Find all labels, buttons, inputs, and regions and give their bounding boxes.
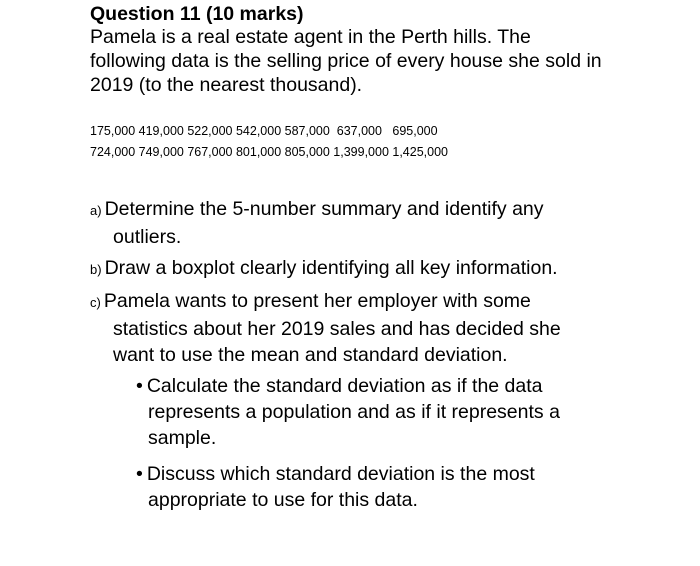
bullet-text: sample.	[148, 427, 217, 449]
part-c-text: statistics about her 2019 sales and has decided she	[113, 318, 561, 340]
question-intro	[90, 25, 690, 97]
price-data-row: 175,000 419,000 522,000 542,000 587,000 637,000 695,000	[90, 124, 438, 138]
price-data-row: 724,000 749,000 767,000 801,000 805,000 1,399,000 1,425,000	[90, 145, 448, 159]
part-c-marker: c)	[90, 295, 101, 310]
bullet-text: appropriate to use for this data.	[148, 489, 418, 511]
part-b	[90, 255, 558, 283]
bullet-text: Discuss which standard deviation is the most	[146, 463, 535, 485]
part-a-text: Determine the 5-number summary and identify any	[104, 198, 544, 220]
part-c-text: want to use the mean and standard deviation.	[113, 344, 508, 366]
part-c	[90, 288, 561, 368]
part-b-marker: b)	[90, 262, 102, 277]
bullet-icon: •	[136, 375, 143, 397]
bullet-item	[136, 373, 560, 451]
intro-line: Pamela is a real estate agent in the Perth hills. The	[90, 26, 531, 48]
intro-line: following data is the selling price of every house she sold in	[90, 50, 602, 72]
part-a	[90, 196, 544, 250]
bullet-icon: •	[136, 463, 143, 485]
part-c-text: Pamela wants to present her employer with some	[103, 290, 531, 312]
part-a-text: outliers.	[113, 226, 182, 248]
part-b-text: Draw a boxplot clearly identifying all key information.	[104, 257, 558, 279]
part-a-marker: a)	[90, 203, 102, 218]
intro-line: 2019 (to the nearest thousand).	[90, 74, 363, 96]
bullet-text: represents a population and as if it represents a	[148, 401, 560, 423]
price-data	[90, 121, 448, 163]
bullet-text: Calculate the standard deviation as if the data	[146, 375, 543, 397]
bullet-item	[136, 461, 535, 513]
question-title: Question 11 (10 marks)	[90, 3, 304, 25]
